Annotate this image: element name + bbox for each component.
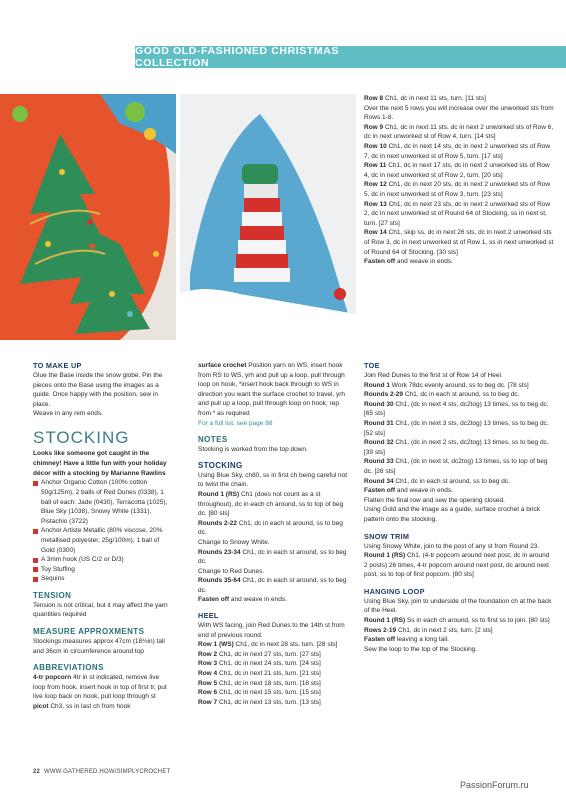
heel-line: Row 1 (WS) Ch1, dc in next 28 sts, turn. [28 sts] [198, 641, 338, 649]
snow-globe-photo [180, 94, 356, 340]
material-item: Sequins [33, 574, 173, 584]
hanging-loop-line: Fasten off leaving a long tail. [364, 636, 449, 644]
stocking-line: Rounds 2-22 Ch1, dc in each st around, ss to beg dc. [198, 519, 343, 537]
watermark: PassionForum.ru [460, 780, 529, 790]
abbreviations-heading: ABBREVIATIONS [33, 663, 104, 673]
to-make-up-text: Glue the Base inside the snow globe. Pin the pieces onto the Base using the images as a guide. Once happy with the position, sew in place. [33, 372, 163, 408]
toe-line: Join Red Dunes to the first st of Row 14 of Heel. [364, 372, 503, 379]
column-one [33, 361, 173, 712]
row-10: Row 10 Ch1, dc in next 14 sts, dc in next 2 unworked sts of Row 7, dc in next unworked st of Row 5, turn. [17 sts] [364, 142, 551, 160]
stocking-photo [0, 94, 176, 340]
toe-line: Round 1 Work 78dc evenly around, ss to beg dc. [78 sts] [364, 381, 529, 389]
measure-heading: MEASURE APPROXMENTS [33, 627, 145, 637]
abbreviation-popcorn: 4-tr popcorn 4tr in st indicated, remove live loop from hook, insert hook in top of first tr, put live loop back on hook, pull loop through st [33, 674, 167, 701]
snow-trim-heading: SNOW TRIM [364, 531, 410, 541]
material-item: A 3mm hook (US C/2 or D/3) [33, 555, 173, 565]
toe-line: Round 34 Ch1, dc in each st around, ss to beg dc. [364, 477, 510, 485]
row-14: Row 14 Ch1, skip ss, dc in next 26 sts, dc in next 2 unworked sts of Row 3, dc in next unworked st of Row 1, ss in next unworked st of Round 64 of Stocking. [30 sts] [364, 229, 554, 256]
toe-line: Round 32 Ch1, (dc in next 2 sts, dc2tog) 13 times, ss to beg dc. [39 sts] [364, 439, 549, 456]
page-number: 22 [33, 769, 41, 775]
row-12: Row 12 Ch1, dc in next 20 sts, dc in next 2 unworked sts of Row 5, dc in next unworked st of Row 3, turn. [23 sts] [364, 181, 551, 198]
page-footer [33, 769, 170, 775]
hanging-loop-heading: HANGING LOOP [364, 586, 425, 596]
abbreviation-surface-crochet: surface crochet Position yarn on WS, insert hook from RS to WS, yrh and pull up a loop, pull through loop on hook, *insert hook back through to WS in direction you want the surface crochet to travel, yrh and pull up a loop, pull through loop on hook; rep from * as required [198, 362, 346, 417]
to-make-up-heading: TO MAKE UP [33, 361, 82, 370]
toe-heading: TOE [364, 361, 380, 370]
heel-line: Row 7 Ch1, dc in next 13 sts, turn. [13 sts] [198, 698, 321, 706]
heel-line: Row 3 Ch1, dc in next 24 sts, turn. [24 sts] [198, 660, 321, 668]
collection-banner [135, 46, 397, 68]
stocking-line: Change to Red Dunes. [198, 567, 265, 575]
stocking-heading: STOCKING [198, 460, 243, 470]
snow-trim-line: Using Snowy White, join to the post of any st from Round 23. [364, 542, 540, 550]
row-8: Row 8 Ch1, dc in next 11 sts, turn. [11 sts] [364, 95, 486, 102]
heel-heading: HEEL [198, 611, 219, 621]
toe-line: Round 31 Ch1, (dc in next 3 sts, dc2tog) 13 times, ss to beg dc. [52 sts] [364, 419, 549, 437]
fasten-off: Fasten off and weave in ends. [364, 258, 453, 266]
banner-extension [397, 46, 566, 68]
column-three [364, 361, 554, 654]
full-list-link[interactable]: For a full list, see page 88 [198, 419, 273, 427]
snow-trim-line: Round 1 (RS) Ch1, (4-tr popcorn around next post, dc in around 2 posts) 26 times, 4-tr popcorn around next post, dc around next post, ss to top of first popcorn. [80 sts] [364, 552, 550, 579]
heel-line: Row 4 Ch1, dc in next 21 sts, turn. [21 sts] [198, 670, 321, 678]
row-11: Row 11 Ch1, dc in next 17 sts, dc in next 2 unworked sts of Row 4, dc in next unworked st of Row 2, turn. [20 sts] [364, 162, 550, 179]
toe-line: Using Gold and the image as a guide, surface crochet a brick pattern onto the stocking. [364, 506, 540, 523]
toe-line: Round 33 Ch1, (dc in next st, dc2tog) 13 times, ss to top of beg dc. [26 sts] [364, 458, 548, 475]
heel-line: With WS facing, join Red Dunes to the 14th st from end of previous round. [198, 622, 345, 639]
abbreviation-picot: picot Ch3, ss in last ch from hook [33, 703, 131, 711]
website-url[interactable]: WWW.GATHERED.HOW/SIMPLYCROCHET [43, 769, 171, 775]
row-note: Over the next 5 rows you will increase over the unworked sts from Rows 1-8. [364, 104, 554, 122]
material-item: Anchor Organic Cotton (100% cotton 50g/125m), 2 balls of Red Dunes (0338), 1 ball of each: Jade (0430), Terracotta (1025), Blue Sky (1038), Snowy White (1331), Pistachio (3722) [33, 478, 173, 526]
toe-line: Round 30 Ch1, (dc in next 4 sts, dc2tog) 13 times, ss to beg dc. [65 sts] [364, 400, 549, 418]
toe-line: Flatten the final row and sew the opening closed. [364, 496, 505, 504]
toe-line: Rounds 2-29 Ch1, dc in each st around, ss to beg dc. [364, 391, 520, 399]
stocking-line: Fasten off and weave in ends. [198, 596, 287, 604]
notes-heading: NOTES [198, 435, 228, 445]
stocking-intro: Looks like someone got caught in the chimney! Have a little fun with your holiday décor with a stocking by Marianne Rawlins [33, 449, 167, 477]
heel-line: Row 6 Ch1, dc in next 15 sts, turn. [15 sts] [198, 689, 321, 697]
hanging-loop-line: Using Blue Sky, join to underside of the foundation ch at the back of the Heel. [364, 597, 552, 615]
stocking-line: Round 1 (RS) Ch1 (does not count as a st throughout), dc in each ch around, ss to top of beg dc. [80 sts] [198, 490, 344, 518]
column-two [198, 361, 350, 707]
heel-rows-continued [364, 94, 554, 267]
notes-text: Stocking is worked from the top down. [198, 446, 308, 454]
stocking-line: Rounds 23-34 Ch1, dc in each st around, ss to beg dc. [198, 548, 347, 566]
material-item: Toy Stuffing [33, 565, 173, 575]
row-13: Row 13 Ch1, dc in next 23 sts, dc in next 2 unworked sts of Row 2, dc in next unworked st of Round 64 of Stocking, ss in next st, turn. [27 sts] [364, 200, 551, 227]
material-item: Anchor Artiste Metallic (80% viscose, 20% metallised polyester, 25g/100m), 1 ball of Gold (0300) [33, 526, 173, 555]
hanging-loop-line: Round 1 (RS) Ss in each ch around, ss to first ss to join. [80 sts] [364, 617, 550, 625]
stocking-title: STOCKING [33, 427, 130, 447]
toe-line: Fasten off and weave in ends. [364, 487, 453, 495]
row-9: Row 9 Ch1, dc in next 11 sts, dc in next 2 unworked sts of Row 6, dc in next unworked st of Row 4, turn. [14 sts] [364, 123, 554, 141]
heel-line: Row 2 Ch1, dc in next 27 sts, turn. [27 sts] [198, 650, 321, 658]
banner-title: GOOD OLD-FASHIONED CHRISTMAS COLLECTION [135, 45, 340, 69]
heel-line: Row 5 Ch1, dc in next 18 sts, turn. [18 sts] [198, 679, 321, 687]
hanging-loop-line: Rows 2-19 Ch1, dc in next 2 sts, turn. [2 sts] [364, 626, 493, 634]
stocking-line: Rounds 35-64 Ch1, dc in each st around, ss to beg dc. [198, 577, 347, 594]
hanging-loop-line: Sew the loop to the top of the Stocking. [364, 645, 478, 653]
stocking-line: Change to Snowy White. [198, 538, 270, 546]
weave-text: Weave in any rem ends. [33, 410, 103, 418]
stocking-line: Using Blue Sky, ch80, ss in first ch being careful not to twist the chain. [198, 471, 348, 489]
tension-heading: TENSION [33, 590, 72, 600]
tension-text: Tension is not critical, but it may affect the yarn quantities required [33, 601, 168, 619]
measure-text: Stockings measures approx 47cm (18½in) tall and 36cm in circumference around top [33, 638, 165, 655]
